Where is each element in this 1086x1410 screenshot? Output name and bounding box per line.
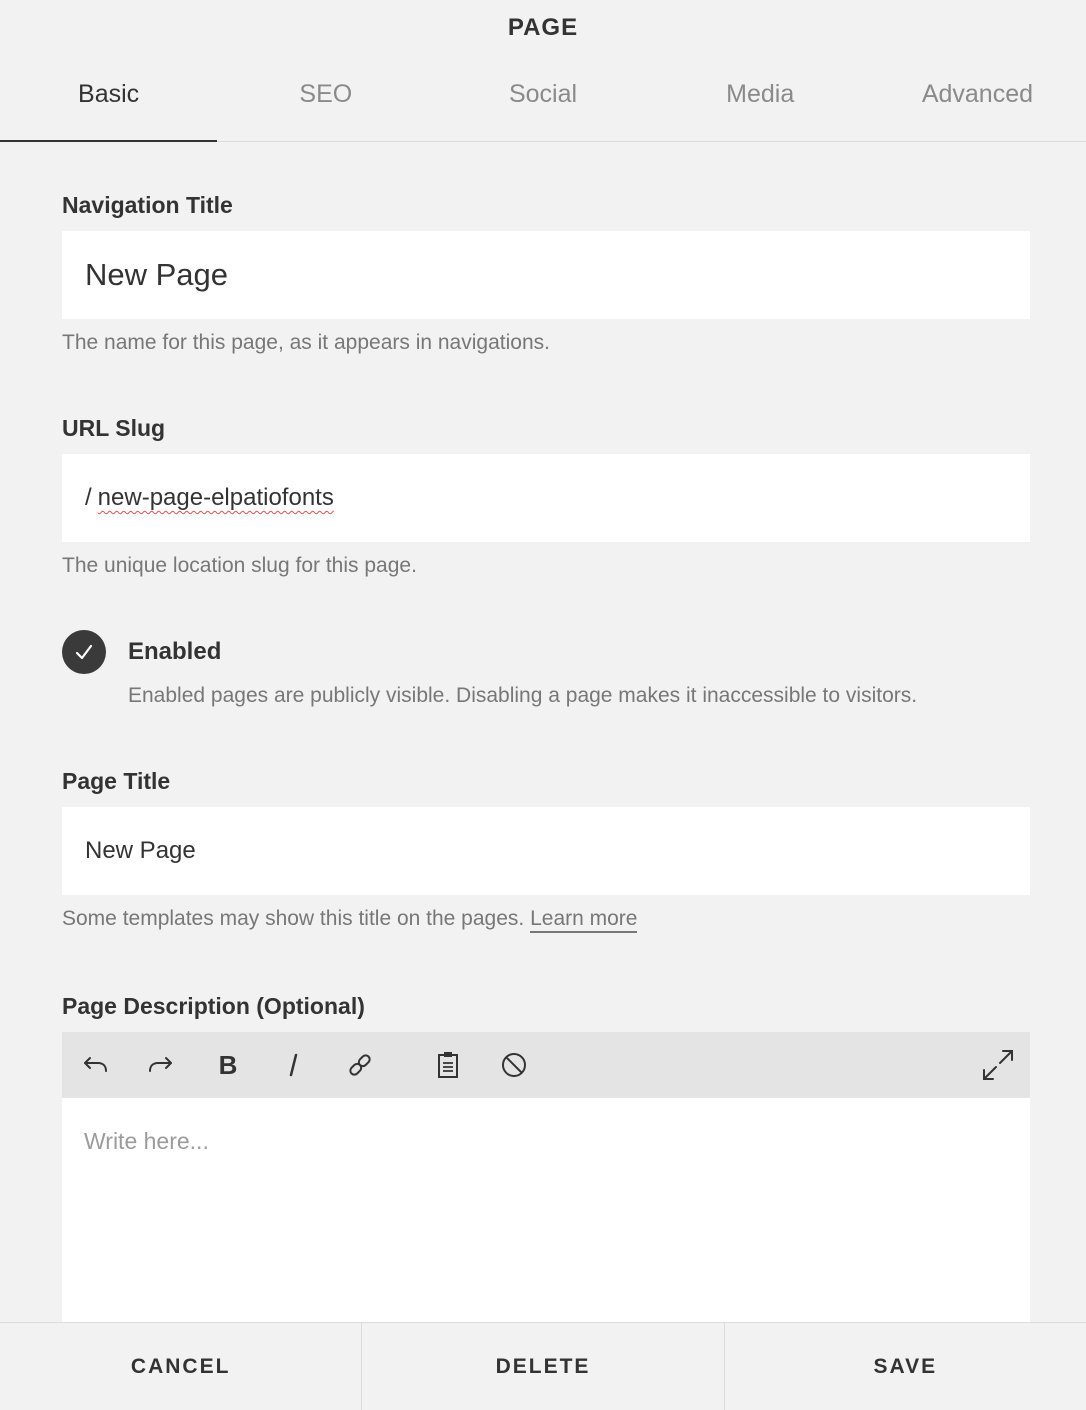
tab-bar [0,60,1086,142]
tab-seo[interactable]: SEO [299,80,353,108]
editor-toolbar [62,1032,1030,1098]
page-title-label: Page Title [62,768,171,794]
enabled-checkbox[interactable] [62,630,106,674]
url-slug-prefix: / [85,484,92,511]
navigation-title-input[interactable] [62,231,1030,319]
italic-icon[interactable] [278,1049,310,1081]
tab-advanced[interactable]: Advanced [921,80,1034,108]
page-title-input[interactable] [62,807,1030,895]
editor-placeholder: Write here... [84,1128,209,1154]
expand-icon[interactable] [980,1047,1016,1083]
enabled-toggle-row [62,630,1030,708]
link-icon[interactable] [344,1049,376,1081]
tab-social[interactable]: Social [508,80,578,108]
bold-icon[interactable] [212,1049,244,1081]
redo-icon[interactable] [144,1049,176,1081]
cancel-button[interactable]: CANCEL [130,1355,231,1378]
tab-basic[interactable]: Basic [0,60,217,141]
navigation-title-help: The name for this page, as it appears in navigations. [62,331,550,354]
page-description-label: Page Description (Optional) [62,993,365,1019]
learn-more-link[interactable]: Learn more [530,907,637,933]
checkmark-icon [73,641,95,663]
delete-button[interactable]: DELETE [361,1323,723,1410]
url-slug-input[interactable] [62,454,1030,542]
svg-text:B: B [218,1050,238,1080]
enabled-label: Enabled [128,638,222,665]
url-slug-value: new-page-elpatiofonts [97,484,334,511]
clear-format-icon[interactable] [498,1049,530,1081]
page-title-help [62,907,1030,931]
footer-actions [0,1322,1086,1410]
page-title-help-text: Some templates may show this title on the pages. [62,907,525,930]
tab-media[interactable]: Media [726,80,795,108]
url-slug-label: URL Slug [62,415,166,441]
paste-icon[interactable] [432,1049,464,1081]
form [62,142,1030,1338]
save-button[interactable]: SAVE [724,1323,1086,1410]
description-editor[interactable] [62,1098,1030,1338]
undo-icon[interactable] [80,1049,112,1081]
url-slug-help: The unique location slug for this page. [62,554,417,577]
navigation-title-label: Navigation Title [62,192,233,218]
enabled-help: Enabled pages are publicly visible. Disabling a page makes it inaccessible to visitors. [128,684,918,707]
page-title-value: New Page [85,837,196,864]
navigation-title-value: New Page [85,257,229,292]
panel-title: PAGE [507,14,579,41]
